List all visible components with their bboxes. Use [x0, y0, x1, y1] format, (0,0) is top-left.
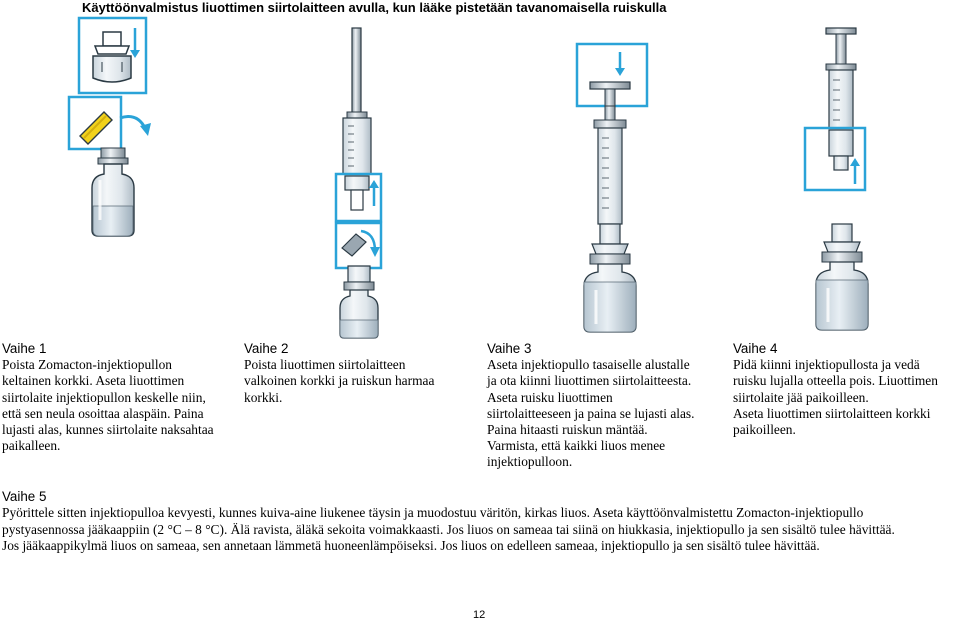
step-line: siirtolaite injektiopullon keskelle niin,: [2, 389, 206, 405]
step-line: Paina hitaasti ruiskun mäntää.: [487, 422, 648, 438]
step-line: Aseta liuottimen siirtolaitteen korkki: [733, 405, 931, 421]
vial-image: [816, 262, 868, 330]
step-line: Pyörittele sitten injektiopulloa kevyesti, kunnes kuiva-aine liukenee täysin ja muodostuu väritön, kirkas liuos. Aseta käyttöönvalmistettu Zomacton-injektiopullo: [2, 505, 864, 521]
step-line: Poista Zomacton-injektiopullon: [2, 357, 172, 373]
step-line: lujasti alas, kunnes siirtolaite naksahtaa: [2, 422, 214, 438]
vial-image: [340, 266, 378, 338]
step-line: korkki.: [244, 389, 283, 405]
page-number: 12: [473, 609, 486, 621]
step-line: Pidä kiinni injektiopullosta ja vedä: [733, 357, 920, 373]
step-line: siirtolaitteeseen ja paina se lujasti alas.: [487, 405, 695, 421]
step-line: ja ota kiinni liuottimen siirtolaitteesta.: [487, 373, 692, 389]
vial-image: [584, 264, 636, 332]
step-5-text: [2, 489, 957, 555]
step-2-text: [244, 341, 434, 406]
step-3-text: [487, 341, 694, 471]
step-line: siirtolaite jää paikoilleen.: [733, 389, 869, 405]
step-heading: Vaihe 4: [733, 341, 778, 356]
step4-illustration: [805, 28, 868, 330]
step-line: pystyasennossa jääkaappiin (2 °C – 8 °C). Älä ravista, äläkä sekoita voimakkaasti. Jos liuos on sameaa tai siinä on hiukkasia, injektiopullo ja sen sisältö tulee hävittää.: [2, 521, 895, 537]
step-heading: Vaihe 5: [2, 489, 47, 504]
step-1-text: [2, 341, 214, 454]
step-line: Aseta injektiopullo tasaiselle alustalle: [487, 357, 690, 373]
step-line: paikoilleen.: [733, 422, 796, 438]
step-line: Poista liuottimen siirtolaitteen: [244, 357, 406, 373]
step-line: valkoinen korkki ja ruiskun harmaa: [244, 373, 435, 389]
step-line: paikalleen.: [2, 438, 61, 454]
step1-illustration: [69, 18, 151, 236]
step-line: injektiopulloon.: [487, 454, 573, 470]
step-line: keltainen korkki. Aseta liuottimen: [2, 373, 185, 389]
curved-arrow-icon: [120, 117, 151, 137]
step-line: että sen neula osoittaa alaspäin. Paina: [2, 405, 204, 421]
vial-image: [92, 148, 134, 236]
step-heading: Vaihe 1: [2, 341, 47, 356]
step-line: Jos jääkaappikylmä liuos on sameaa, sen annetaan lämmetä huoneenlämpöiseksi. Jos liuos on edelleen sameaa, injektiopullo ja sen sisältö tulee hävittää.: [2, 538, 820, 554]
step-line: Varmista, että kaikki liuos menee: [487, 438, 666, 454]
step3-illustration: [577, 44, 647, 332]
page-title: Käyttöönvalmistus liuottimen siirtolaitteen avulla, kun lääke pistetään tavanomaisella ruiskulla: [82, 0, 667, 15]
step-line: ruisku lujalla otteella pois. Liuottimen: [733, 373, 938, 389]
step-line: Aseta ruisku liuottimen: [487, 389, 613, 405]
step-heading: Vaihe 3: [487, 341, 532, 356]
step-4-text: [733, 341, 938, 438]
step2-illustration: [336, 28, 381, 338]
step-heading: Vaihe 2: [244, 341, 289, 356]
